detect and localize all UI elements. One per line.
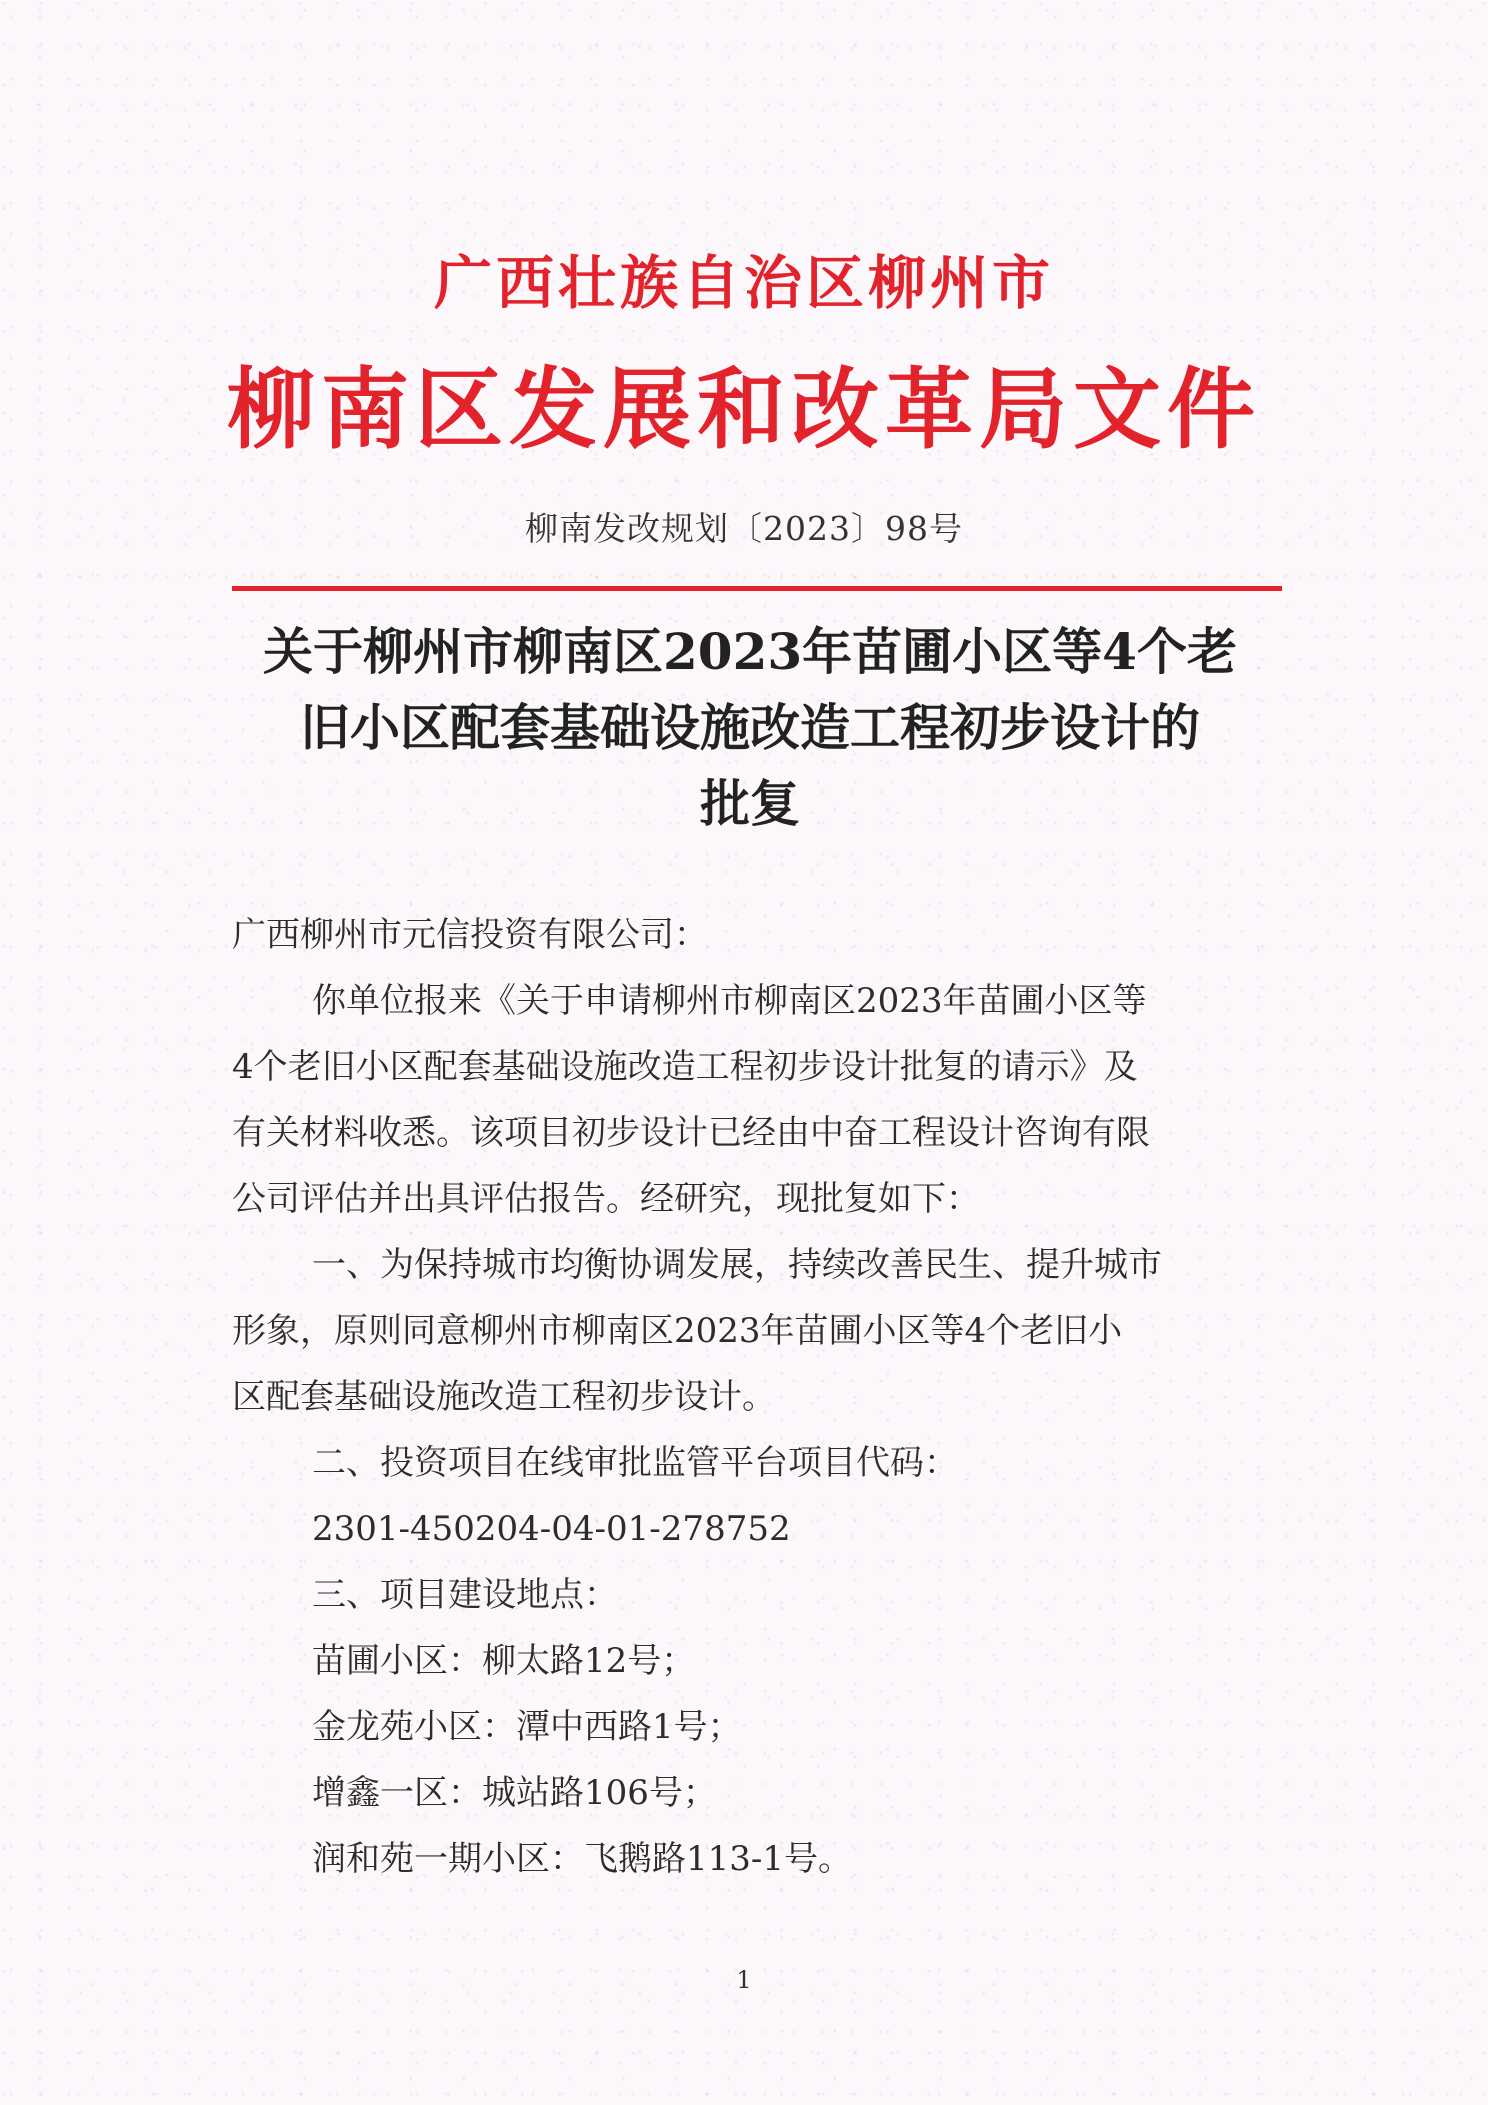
document-title [220,614,1280,842]
body-line: 二、投资项目在线审批监管平台项目代码： [312,1443,958,1483]
location-item: 润和苑一期小区：飞鹅路113-1号。 [312,1839,853,1879]
issuer-agency: 柳南区发展和改革局文件 [226,357,1261,461]
body-line: 形象，原则同意柳州市柳南区2023年苗圃小区等4个老旧小 [232,1311,1123,1351]
location-item: 苗圃小区：柳太路12号； [312,1641,696,1681]
issuer-region: 广西壮族自治区柳州市 [433,249,1054,317]
location-item: 增鑫一区：城站路106号； [312,1773,717,1813]
body-line: 一、为保持城市均衡协调发展，持续改善民生、提升城市 [312,1245,1162,1285]
title-line: 批复 [700,774,800,833]
body-line: 公司评估并出具评估报告。经研究，现批复如下： [232,1179,980,1219]
body-line: 有关材料收悉。该项目初步设计已经由中奋工程设计咨询有限 [232,1113,1150,1153]
title-line: 旧小区配套基础设施改造工程初步设计的 [300,698,1200,757]
page-number: 1 [736,1966,752,1994]
document-number: 柳南发改规划〔2023〕98号 [525,509,963,548]
body-line: 你单位报来《关于申请柳州市柳南区2023年苗圃小区等 [312,981,1147,1021]
red-header-rule [232,586,1282,591]
title-line: 关于柳州市柳南区2023年苗圃小区等4个老 [263,622,1237,681]
body-line: 三、项目建设地点： [312,1575,618,1615]
location-item: 金龙苑小区：潭中西路1号； [312,1707,742,1747]
addressee: 广西柳州市元信投资有限公司： [232,915,708,955]
body-line: 区配套基础设施改造工程初步设计。 [232,1377,776,1417]
project-code: 2301-450204-04-01-278752 [312,1509,791,1549]
document-body [232,902,1292,1892]
body-line: 4个老旧小区配套基础设施改造工程初步设计批复的请示》及 [232,1047,1138,1087]
